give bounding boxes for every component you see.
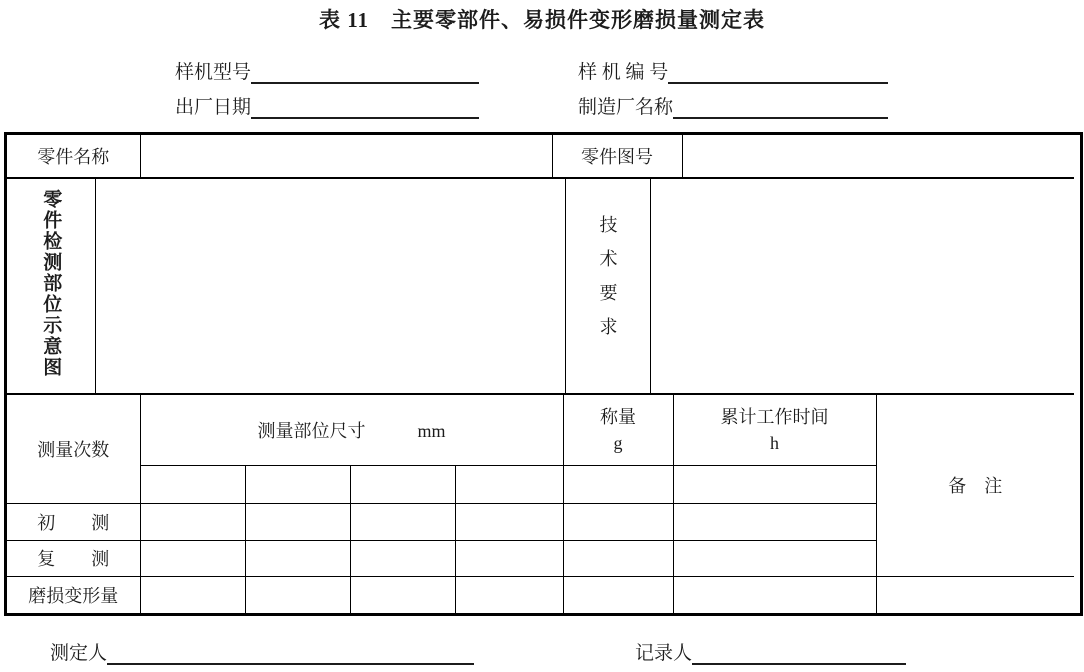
input-cell — [350, 465, 455, 503]
input-cell — [455, 540, 563, 576]
form-title: 表 11 主要零部件、易损件变形磨损量测定表 — [318, 8, 766, 32]
sample-serial-blank-line — [668, 61, 888, 84]
input-cell — [673, 503, 876, 540]
diagram-row — [7, 178, 1074, 394]
part-id-row — [7, 135, 1074, 178]
input-cell — [563, 576, 673, 613]
wear-row — [7, 576, 1074, 613]
input-cell — [350, 576, 455, 613]
input-cell — [245, 503, 350, 540]
work-time-label: 累计工作时间 — [720, 406, 829, 427]
sample-model-label: 样机型号 — [175, 62, 252, 83]
weight-label: 称量 — [600, 406, 637, 427]
input-cell — [245, 576, 350, 613]
diagram-area-cell — [95, 178, 565, 393]
input-cell — [673, 540, 876, 576]
measurer-blank-line — [107, 642, 474, 665]
measurer-label: 测定人 — [50, 643, 108, 664]
input-cell — [140, 540, 245, 576]
recorder-label: 记录人 — [635, 643, 693, 664]
input-cell — [245, 540, 350, 576]
input-cell — [563, 540, 673, 576]
input-cell — [455, 576, 563, 613]
part-no-value-cell — [682, 135, 1074, 177]
field-factory-date — [175, 92, 479, 119]
part-name-label-cell: 零件名称 — [7, 135, 140, 177]
measurement-grid — [7, 394, 1074, 614]
wear-row-label-cell: 磨损变形量 — [7, 576, 140, 613]
work-time-header-cell — [673, 394, 876, 465]
field-manufacturer — [578, 92, 888, 119]
manufacturer-label: 制造厂名称 — [578, 97, 674, 118]
input-cell — [563, 503, 673, 540]
weight-header-cell — [563, 394, 673, 465]
measure-times-label-cell: 测量次数 — [7, 394, 140, 503]
diagram-label-cell — [7, 178, 95, 393]
input-cell — [673, 465, 876, 503]
work-time-unit: h — [770, 432, 780, 453]
input-cell — [876, 576, 1074, 613]
input-cell — [140, 465, 245, 503]
recorder-blank-line — [692, 642, 906, 665]
field-measurer — [50, 638, 474, 665]
input-cell — [455, 503, 563, 540]
input-cell — [563, 465, 673, 503]
input-cell — [673, 576, 876, 613]
input-cell — [245, 465, 350, 503]
diagram-vertical-label: 零件检测部位示意图 — [40, 188, 62, 378]
remark-header-cell: 备 注 — [876, 394, 1074, 576]
dims-header-cell — [140, 394, 563, 465]
input-cell — [140, 503, 245, 540]
tech-req-vertical-label: 技术要求 — [597, 215, 618, 351]
weight-unit: g — [613, 432, 623, 453]
input-cell — [350, 540, 455, 576]
sample-serial-label: 样 机 编 号 — [578, 62, 669, 83]
dims-label: 测量部位尺寸 — [257, 420, 366, 441]
field-sample-model — [175, 57, 479, 84]
input-cell — [455, 465, 563, 503]
manufacturer-blank-line — [673, 96, 888, 119]
input-cell — [140, 576, 245, 613]
sample-model-blank-line — [251, 61, 479, 84]
retest-row-label-cell: 复 测 — [7, 540, 140, 576]
part-name-value-cell — [140, 135, 552, 177]
field-sample-serial — [578, 57, 888, 84]
tech-req-label-cell — [565, 178, 650, 393]
measurement-table — [4, 132, 1083, 616]
part-no-label-cell: 零件图号 — [552, 135, 682, 177]
factory-date-blank-line — [251, 96, 479, 119]
field-recorder — [635, 638, 906, 665]
dims-unit: mm — [417, 420, 446, 441]
initial-row-label-cell: 初 测 — [7, 503, 140, 540]
factory-date-label: 出厂日期 — [175, 97, 252, 118]
tech-req-area-cell — [650, 178, 1074, 393]
input-cell — [350, 503, 455, 540]
